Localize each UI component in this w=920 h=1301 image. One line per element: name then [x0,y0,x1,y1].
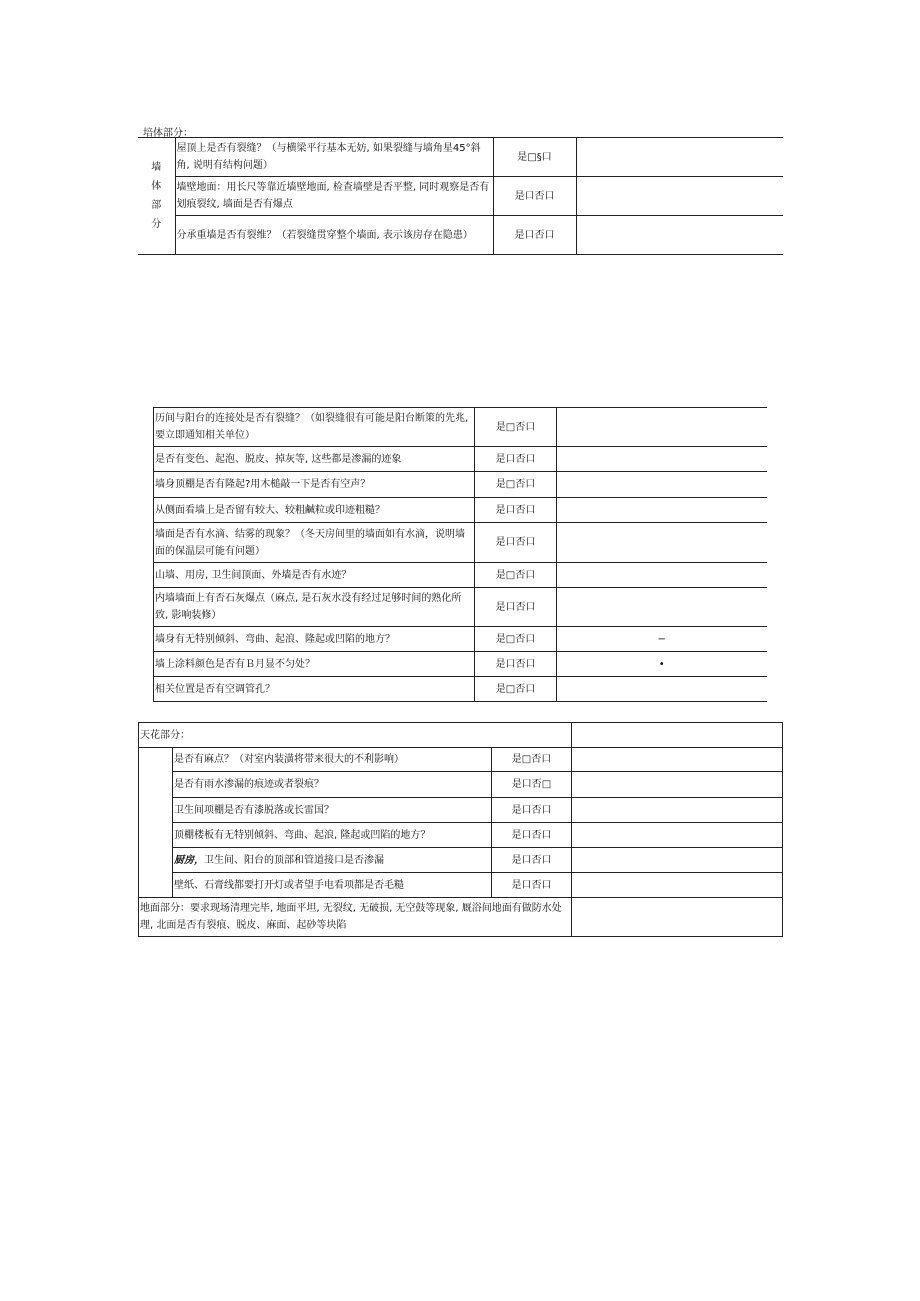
yes-no-checkbox[interactable]: 是口否口 [492,823,572,848]
yes-no-checkbox[interactable]: 是口否□ [492,772,572,798]
checklist-item-text: 相关位置是否有空调管孔？ [154,677,475,702]
notes-cell[interactable] [572,748,783,772]
checklist-item-text: 是否有麻点？（对室内装潢将带来很大的不利影响） [173,748,492,772]
notes-cell[interactable]: • [557,652,767,677]
checklist-item-text: 顶棚楼板有无特别倾斜、弯曲、起浪, 隆起或凹陷的地方？ [173,823,492,848]
yes-no-checkbox[interactable]: 是口否口 [492,848,572,873]
notes-cell[interactable] [557,472,767,498]
checklist-item-text: 墙身有无特别倾斜、弯曲、起浪、隆起或凹陷的地方？ [154,627,475,652]
notes-cell[interactable] [576,177,783,216]
kitchen-prefix: 厨房， [174,854,204,866]
yes-no-checkbox[interactable]: 是□否口 [475,563,557,588]
ceiling-section-label: 天花部分： [139,723,572,748]
notes-cell[interactable] [557,408,767,447]
notes-cell[interactable] [557,523,767,563]
yes-no-checkbox[interactable]: 是口否口 [492,798,572,823]
checklist-item-text: 历间与阳台的连接处是否有裂缝？（如裂缝很有可能是阳台断策的先兆, 要立即通知相关单位） [154,408,475,447]
yes-no-checkbox[interactable]: 是□否口 [475,472,557,498]
yes-no-checkbox[interactable]: 是口否口 [492,873,572,898]
notes-cell[interactable] [557,498,767,523]
checklist-item-text: 墙上涂料颜色是否有Ｂ月显不匀处？ [154,652,475,677]
checklist-item-text: 墙面是否有水滴、结雾的现象？（冬天房间里的墙面如有水滴，说明墙面的保温层可能有问题） [154,523,475,563]
checklist-item-text: 分承重墙是否有裂维？（若裂缝贯穿整个墙面, 表示该房存在隐患） [175,216,493,255]
notes-cell[interactable] [572,848,783,873]
yes-no-checkbox[interactable]: 是□否口 [475,677,557,702]
checklist-item-text: 是否有变色、起泡、脱皮、掉灰等, 这些都是渗漏的迹象 [154,447,475,472]
checklist-item-text: 山墙、用房, 卫生间顶面、外墙是否有水迹？ [154,563,475,588]
yes-no-checkbox[interactable]: 是□否口 [475,408,557,447]
notes-cell[interactable] [572,873,783,898]
yes-no-checkbox[interactable]: 是口否口 [493,177,576,216]
yes-no-checkbox[interactable]: 是口否口 [475,523,557,563]
notes-cell[interactable] [572,823,783,848]
floor-section-text: 地面部分：要求现场清理完毕, 地面平坦, 无裂纹, 无破损, 无空鼓等现象, 厩浴间地面有做防水处理, 北面是否有裂痕、脱皮、麻面、起砂等块陷 [139,898,572,937]
notes-cell[interactable] [576,216,783,255]
notes-cell[interactable] [576,138,783,177]
checklist-item-text: 墙身顶棚是否有隆起?用木槌敲一下是否有空声？ [154,472,475,498]
ceiling-section-table [138,722,783,937]
checklist-item-text: 内墙墙面上有否石灰爆点（麻点, 是石灰水没有经过足够时间的熟化所致, 影响装修） [154,588,475,627]
yes-no-checkbox[interactable]: 是□否口 [475,627,557,652]
checklist-item-text: 墙壁地面：用长尺等靠近墙壁地面, 检查墙壁是否平整, 同时观察是否有划痕裂纹, 墙面是否有爆点 [175,177,493,216]
yes-no-checkbox[interactable]: 是□否口 [492,748,572,772]
yes-no-checkbox[interactable]: 是□§口 [493,138,576,177]
yes-no-checkbox[interactable]: 是口否口 [493,216,576,255]
yes-no-checkbox[interactable]: 是口否口 [475,447,557,472]
notes-cell[interactable] [557,563,767,588]
yes-no-checkbox[interactable]: 是口否口 [475,652,557,677]
checklist-item-text: 从侧面看墙上是否留有较大、较粗鹹粒或印迹粗糙？ [154,498,475,523]
wall-section-label: 培体部分： [143,128,193,139]
checklist-item-text: 壁纸、石膏线都要打开灯或者望手电看项都是否毛糙 [173,873,492,898]
checklist-item-text: 屋顶上是否有裂缝？（与横梁平行基本无妨, 如果裂缝与墙角星45°斜角, 说明有结构问题） [175,138,493,177]
wall-section-side-label: 墙 体 部 分 [138,138,175,255]
notes-cell[interactable] [557,447,767,472]
yes-no-checkbox[interactable]: 是口否口 [475,588,557,627]
checklist-item-text: 厨房，卫生间、阳台的顶部和管道接口是否渗漏 [173,848,492,873]
notes-cell[interactable] [572,723,783,748]
notes-cell[interactable] [572,898,783,937]
ceiling-section-side-cell [139,748,173,898]
notes-cell[interactable] [557,588,767,627]
checklist-item-text: 卫生间项棚是否有漆脱落或长雷国？ [173,798,492,823]
notes-cell[interactable]: − [557,627,767,652]
wall-detail-table [153,407,767,702]
notes-cell[interactable] [572,798,783,823]
wall-section-table [138,137,783,255]
notes-cell[interactable] [572,772,783,798]
yes-no-checkbox[interactable]: 是口否口 [475,498,557,523]
notes-cell[interactable] [557,677,767,702]
checklist-item-text: 是否有雨水渗漏的痕迹或者裂痕？ [173,772,492,798]
